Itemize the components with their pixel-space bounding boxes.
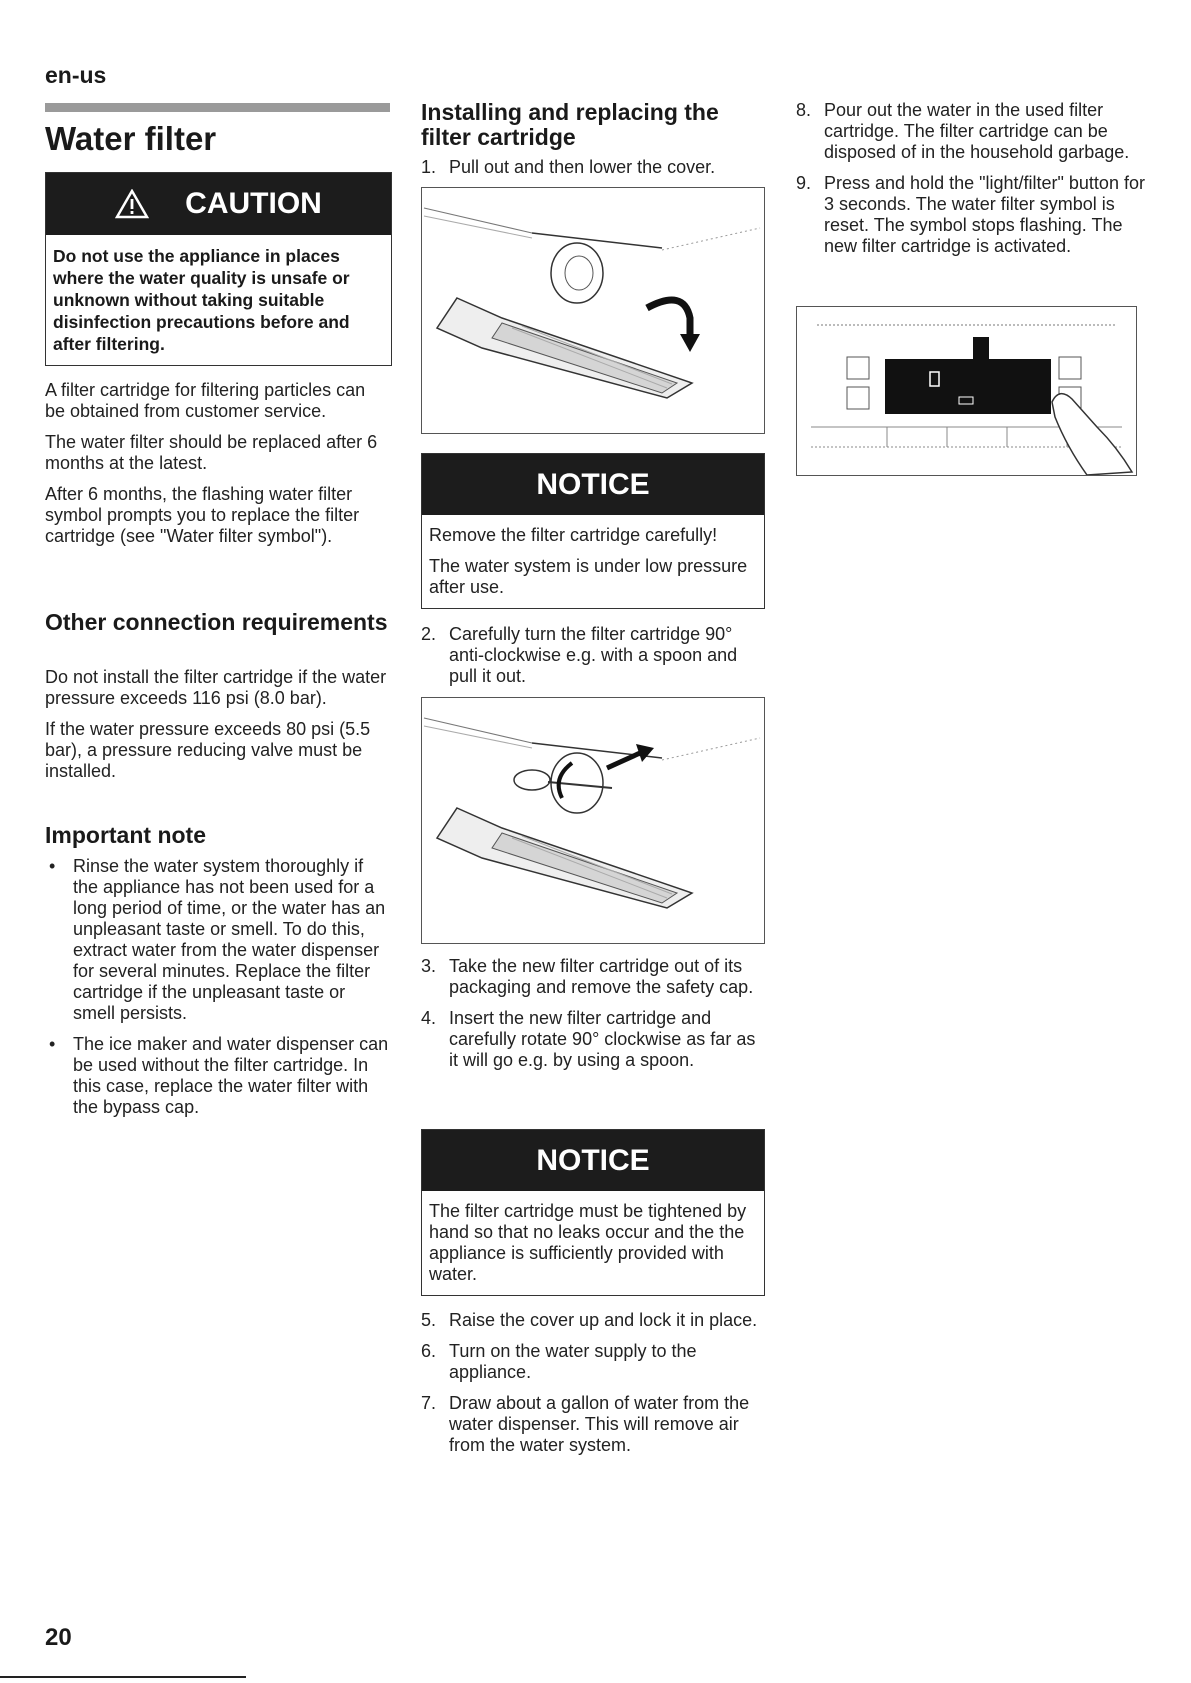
footer-rule [0,1676,246,1678]
notice-label: NOTICE [536,467,650,501]
installing-heading: Installing and replacing the filter cartridge [421,99,719,150]
list-item: 2. Carefully turn the filter cartridge 90° anti-clockwise e.g. with a spoon and pull it out. [421,624,738,686]
notice-text: Remove the filter cartridge carefully! [429,525,718,545]
caution-box [45,172,392,366]
list-item: • Rinse the water system thoroughly if the appliance has not been used for a long period of time, or the water has an unpleasant taste or smell. To do this, extract water from the water dispenser for several minutes. Replace the filter cartridge if the unpleasant taste or smell persists. [49,856,386,1023]
title-rule [45,103,390,112]
notice-header [422,1130,764,1191]
caution-header [46,173,391,235]
warning-triangle-icon [115,189,149,219]
notice-label: NOTICE [536,1143,650,1177]
intro-paragraph: After 6 months, the flashing water filter symbol prompts you to replace the filter cartridge (see "Water filter symbol"). [45,484,360,546]
important-note-heading: Important note [45,822,206,848]
notice-text: The water system is under low pressure after use. [429,556,748,597]
list-item: 7. Draw about a gallon of water from the water dispenser. This will remove air from the water system. [421,1393,750,1455]
turn-cartridge-illustration [422,698,762,943]
step-list [421,624,763,697]
other-connection-section [45,667,390,792]
list-item: • The ice maker and water dispenser can be used without the filter cartridge. In this case, replace the water filter with the bypass cap. [49,1034,389,1117]
control-panel-illustration [797,307,1136,475]
list-item: 3. Take the new filter cartridge out of its packaging and remove the safety cap. [421,956,754,997]
list-item: 1. Pull out and then lower the cover. [421,157,716,177]
list-item: 5. Raise the cover up and lock it in place. [421,1310,758,1330]
figure-turn-cartridge [421,697,765,944]
page-title: Water filter [45,120,217,157]
step-list [421,1310,763,1466]
list-item: 9. Press and hold the "light/filter" button for 3 seconds. The water filter symbol is reset. The symbol stops flashing. The new filter cartridge is activated. [796,173,1145,256]
notice-box [421,1129,765,1296]
language-code: en-us [45,62,107,88]
caution-text: Do not use the appliance in places where the water quality is unsafe or unknown without taking suitable disinfection precautions before and after filtering. [53,246,350,354]
step-list [421,956,763,1081]
notice-text: The filter cartridge must be tightened by hand so that no leaks occur and the the appliance is sufficiently provided with water. [429,1201,747,1284]
caution-label: CAUTION [185,187,322,220]
notice-box [421,453,765,609]
notice-header [422,454,764,515]
notice-body [422,515,764,608]
figure-control-panel [796,306,1137,476]
page-number: 20 [45,1624,72,1651]
figure-cover-lowered [421,187,765,434]
connection-paragraph: If the water pressure exceeds 80 psi (5.5 bar), a pressure reducing valve must be installed. [45,719,371,781]
intro-paragraph: A filter cartridge for filtering particles can be obtained from customer service. [45,380,366,421]
step-list [421,157,763,188]
step-list [796,100,1148,267]
connection-paragraph: Do not install the filter cartridge if the water pressure exceeds 116 psi (8.0 bar). [45,667,387,708]
list-item: 6. Turn on the water supply to the appliance. [421,1341,697,1382]
intro-paragraph: The water filter should be replaced after 6 months at the latest. [45,432,378,473]
list-item: 8. Pour out the water in the used filter cartridge. The filter cartridge can be disposed of in the household garbage. [796,100,1130,162]
filter-cover-illustration [422,188,762,433]
intro-section [45,380,390,557]
important-note-list [45,856,390,1128]
list-item: 4. Insert the new filter cartridge and carefully rotate 90° clockwise as far as it will go e.g. by using a spoon. [421,1008,756,1070]
other-connection-heading: Other connection requirements [45,609,388,635]
